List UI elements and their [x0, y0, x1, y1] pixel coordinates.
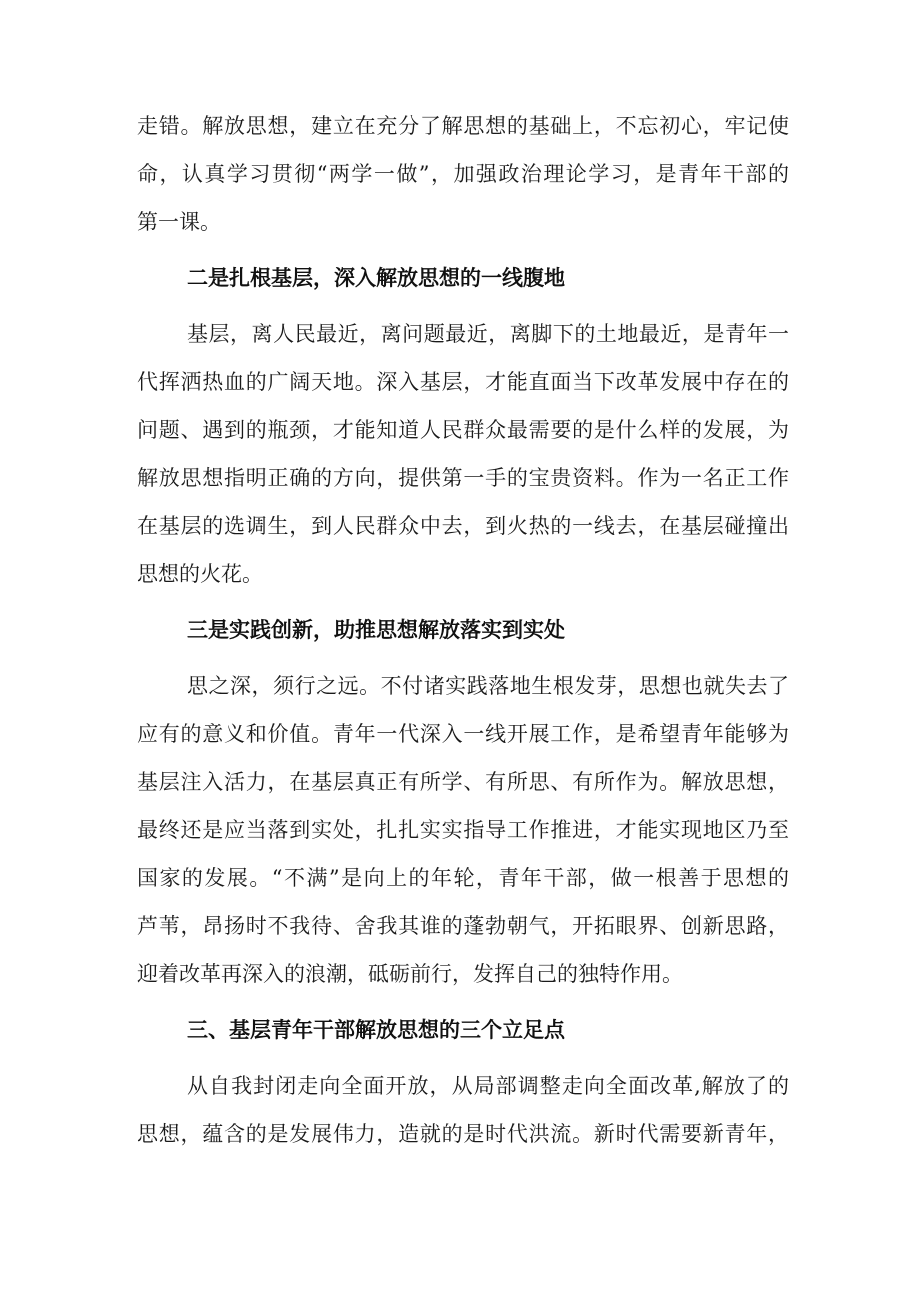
- body-line: 思想，蕴含的是发展伟力，造就的是时代洪流。新时代需要新青年，: [137, 1122, 789, 1146]
- body-line: 问题、遇到的瓶颈，才能知道人民群众最需要的是什么样的发展，为: [137, 418, 789, 442]
- body-line: 基层，离人民最近，离问题最近，离脚下的土地最近，是青年一: [187, 322, 789, 346]
- body-line: 在基层的选调生，到人民群众中去，到火热的一线去，在基层碰撞出: [137, 514, 789, 538]
- body-line: 命，认真学习贯彻“两学一做”，加强政治理论学习，是青年干部的: [137, 162, 789, 186]
- body-line: 芦苇，昂扬时不我待、舍我其谁的蓬勃朝气，开拓眼界、创新思路，: [137, 914, 789, 938]
- section-heading: 三、基层青年干部解放思想的三个立足点: [187, 1018, 565, 1042]
- body-line: 从自我封闭走向全面开放，从局部调整走向全面改革,解放了的: [187, 1074, 789, 1098]
- body-line: 迎着改革再深入的浪潮，砥砺前行，发挥自己的独特作用。: [137, 962, 683, 986]
- body-line: 代挥洒热血的广阔天地。深入基层，才能直面当下改革发展中存在的: [137, 370, 789, 394]
- body-line: 思之深，须行之远。不付诸实践落地生根发芽，思想也就失去了: [187, 674, 789, 698]
- body-line: 解放思想指明正确的方向，提供第一手的宝贵资料。作为一名正工作: [137, 466, 789, 490]
- body-line: 基层注入活力，在基层真正有所学、有所思、有所作为。解放思想，: [137, 770, 789, 794]
- body-line: 走错。解放思想，建立在充分了解思想的基础上，不忘初心，牢记使: [137, 114, 789, 138]
- body-line: 国家的发展。“不满”是向上的年轮，青年干部，做一根善于思想的: [137, 866, 789, 890]
- body-line: 应有的意义和价值。青年一代深入一线开展工作，是希望青年能够为: [137, 722, 789, 746]
- section-heading: 三是实践创新，助推思想解放落实到实处: [187, 618, 565, 642]
- body-line: 思想的火花。: [137, 562, 263, 586]
- body-line: 第一课。: [137, 210, 221, 234]
- body-line: 最终还是应当落到实处，扎扎实实指导工作推进，才能实现地区乃至: [137, 818, 789, 842]
- section-heading: 二是扎根基层，深入解放思想的一线腹地: [187, 266, 565, 290]
